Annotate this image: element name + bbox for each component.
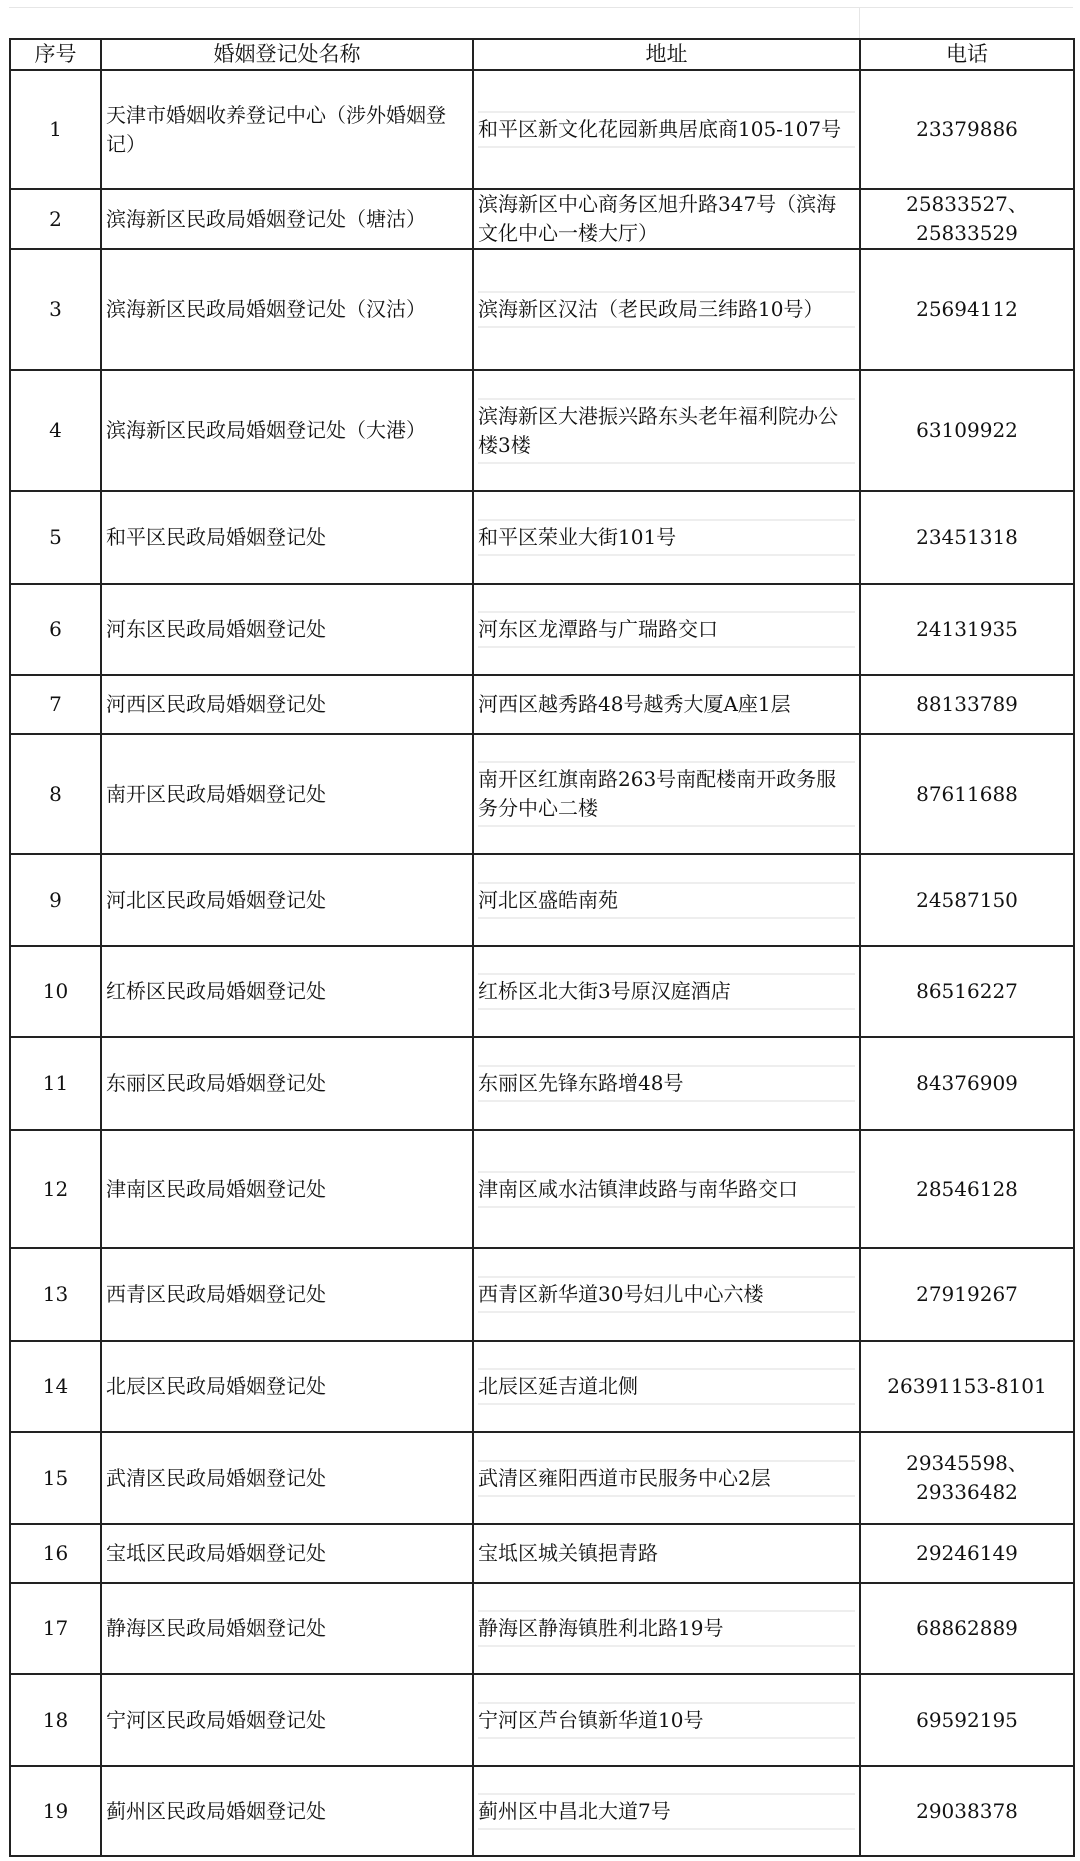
table-row [10, 1130, 1074, 1248]
phone-cell [860, 1130, 1074, 1248]
phone-cell [860, 1341, 1074, 1432]
row-index-cell [10, 675, 101, 734]
phone-cell [860, 1674, 1074, 1766]
address: 宝坻区城关镇挹青路 [478, 1541, 658, 1565]
table-row [10, 1432, 1074, 1524]
phone-cell [860, 1248, 1074, 1341]
office-name: 河东区民政局婚姻登记处 [106, 617, 326, 641]
row-index: 8 [49, 781, 62, 806]
row-index: 2 [49, 206, 62, 231]
phone: 88133789 [916, 692, 1018, 716]
office-name-cell [101, 1524, 473, 1583]
phone: 23451318 [916, 525, 1018, 549]
row-index: 14 [42, 1374, 69, 1398]
row-index-cell [10, 1674, 101, 1766]
phone: 27919267 [916, 1282, 1018, 1306]
phone: 24131935 [916, 617, 1018, 641]
row-index-cell [10, 370, 101, 491]
table-row [10, 491, 1074, 584]
row-index: 4 [49, 418, 62, 442]
office-name: 滨海新区民政局婚姻登记处（塘沽） [106, 206, 426, 231]
table-row [10, 1766, 1074, 1856]
table-row [10, 734, 1074, 854]
office-name-cell [101, 1341, 473, 1432]
office-name: 和平区民政局婚姻登记处 [106, 525, 326, 549]
table-row [10, 1524, 1074, 1583]
table-row [10, 1248, 1074, 1341]
address-cell [473, 1674, 860, 1766]
row-index: 15 [42, 1465, 69, 1490]
address-cell [473, 1341, 860, 1432]
phone: 68862889 [916, 1616, 1018, 1640]
address: 武清区雍阳西道市民服务中心2层 [478, 1460, 855, 1497]
row-index: 13 [42, 1282, 69, 1306]
address-cell [473, 1248, 860, 1341]
phone-cell [860, 1432, 1074, 1524]
office-name-cell [101, 70, 473, 189]
row-index-cell [10, 946, 101, 1037]
address-cell [473, 249, 860, 370]
row-index-cell [10, 1432, 101, 1524]
address: 河东区龙潭路与广瑞路交口 [478, 611, 855, 648]
phone: 86516227 [916, 979, 1018, 1003]
office-name-cell [101, 854, 473, 946]
address: 静海区静海镇胜利北路19号 [478, 1610, 855, 1647]
office-name-cell [101, 370, 473, 491]
phone: 29038378 [916, 1798, 1018, 1823]
address: 滨海新区汉沽（老民政局三纬路10号） [478, 291, 855, 328]
address: 蓟州区中昌北大道7号 [478, 1793, 855, 1830]
table-row [10, 249, 1074, 370]
row-index: 11 [42, 1071, 69, 1095]
row-index-cell [10, 854, 101, 946]
office-name-cell [101, 189, 473, 249]
phone: 26391153-8101 [887, 1374, 1047, 1398]
address-cell [473, 854, 860, 946]
office-name: 西青区民政局婚姻登记处 [106, 1282, 326, 1306]
row-index: 17 [42, 1616, 69, 1640]
address-cell [473, 734, 860, 854]
office-name-cell [101, 675, 473, 734]
address: 红桥区北大街3号原汉庭酒店 [478, 973, 855, 1010]
phone-cell [860, 1037, 1074, 1130]
address: 河北区盛皓南苑 [478, 882, 855, 919]
address-cell [473, 370, 860, 491]
row-index: 12 [42, 1176, 69, 1201]
address: 东丽区先锋东路增48号 [478, 1065, 855, 1102]
phone-cell [860, 249, 1074, 370]
office-name-cell [101, 1766, 473, 1856]
row-index-cell [10, 491, 101, 584]
table-row [10, 370, 1074, 491]
office-name: 静海区民政局婚姻登记处 [106, 1616, 326, 1640]
office-name-cell [101, 1248, 473, 1341]
address: 西青区新华道30号妇儿中心六楼 [478, 1276, 855, 1313]
phone-cell [860, 1524, 1074, 1583]
address: 和平区新文化花园新典居底商105-107号 [478, 111, 855, 148]
table-row [10, 946, 1074, 1037]
address-cell [473, 675, 860, 734]
address-cell [473, 584, 860, 675]
phone-cell [860, 1583, 1074, 1674]
office-name: 武清区民政局婚姻登记处 [106, 1465, 326, 1490]
row-index: 7 [49, 692, 62, 716]
phone-cell [860, 734, 1074, 854]
office-name-cell [101, 1432, 473, 1524]
row-index-cell [10, 1130, 101, 1248]
header-office-name: 婚姻登记处名称 [101, 39, 473, 70]
office-name-cell [101, 734, 473, 854]
row-index-cell [10, 1037, 101, 1130]
phone-cell [860, 675, 1074, 734]
table-row [10, 854, 1074, 946]
table-row [10, 1037, 1074, 1130]
address: 南开区红旗南路263号南配楼南开政务服务分中心二楼 [478, 761, 855, 827]
phone-cell [860, 1766, 1074, 1856]
phone-cell [860, 854, 1074, 946]
row-index-cell [10, 249, 101, 370]
phone: 29246149 [916, 1541, 1018, 1565]
address: 河西区越秀路48号越秀大厦A座1层 [478, 692, 791, 716]
address-cell [473, 1766, 860, 1856]
table-row [10, 70, 1074, 189]
office-name-cell [101, 1674, 473, 1766]
office-name: 宁河区民政局婚姻登记处 [106, 1707, 326, 1732]
address-cell [473, 1432, 860, 1524]
office-name-cell [101, 584, 473, 675]
office-name: 北辰区民政局婚姻登记处 [106, 1374, 326, 1398]
table-row [10, 1341, 1074, 1432]
table-row [10, 189, 1074, 249]
row-index-cell [10, 189, 101, 249]
phone: 87611688 [916, 781, 1018, 806]
phone-cell [860, 70, 1074, 189]
row-index: 10 [42, 979, 69, 1003]
phone: 25833527、25833529 [906, 192, 1028, 245]
office-name: 东丽区民政局婚姻登记处 [106, 1071, 326, 1095]
row-index-cell [10, 70, 101, 189]
office-name-cell [101, 946, 473, 1037]
address-cell [473, 70, 860, 189]
address: 宁河区芦台镇新华道10号 [478, 1702, 855, 1739]
office-name: 滨海新区民政局婚姻登记处（大港） [106, 418, 426, 442]
row-index: 16 [42, 1541, 69, 1565]
phone: 84376909 [916, 1071, 1018, 1095]
address: 北辰区延吉道北侧 [478, 1368, 855, 1405]
office-name: 河北区民政局婚姻登记处 [106, 887, 326, 912]
row-index: 5 [49, 525, 62, 549]
row-index-cell [10, 1341, 101, 1432]
header-index: 序号 [10, 39, 101, 70]
marriage-registry-table [9, 38, 1075, 1857]
office-name-cell [101, 1130, 473, 1248]
address: 津南区咸水沽镇津歧路与南华路交口 [478, 1171, 855, 1208]
office-name: 津南区民政局婚姻登记处 [106, 1176, 326, 1201]
address-cell [473, 491, 860, 584]
office-name: 滨海新区民政局婚姻登记处（汉沽） [106, 297, 426, 321]
address-cell [473, 189, 860, 249]
header-address: 地址 [473, 39, 860, 70]
row-index: 9 [49, 887, 62, 912]
phone: 25694112 [916, 297, 1018, 321]
row-index: 1 [49, 117, 62, 141]
phone: 24587150 [916, 887, 1018, 912]
row-index-cell [10, 584, 101, 675]
row-index: 18 [42, 1707, 69, 1732]
office-name-cell [101, 491, 473, 584]
office-name: 河西区民政局婚姻登记处 [106, 692, 326, 716]
address-cell [473, 1524, 860, 1583]
table-row [10, 1674, 1074, 1766]
row-index-cell [10, 1524, 101, 1583]
office-name-cell [101, 249, 473, 370]
address-cell [473, 1130, 860, 1248]
phone: 28546128 [916, 1176, 1018, 1201]
address: 滨海新区中心商务区旭升路347号（滨海文化中心一楼大厅） [478, 192, 837, 245]
address: 滨海新区大港振兴路东头老年福利院办公楼3楼 [478, 398, 855, 464]
table-row [10, 1583, 1074, 1674]
table-row [10, 584, 1074, 675]
address-cell [473, 946, 860, 1037]
row-index: 19 [42, 1798, 69, 1823]
table-row [10, 675, 1074, 734]
office-name: 蓟州区民政局婚姻登记处 [106, 1798, 326, 1823]
office-name: 南开区民政局婚姻登记处 [106, 781, 326, 806]
phone-cell [860, 491, 1074, 584]
empty-spreadsheet-row [9, 7, 1073, 39]
row-index: 6 [49, 617, 62, 641]
header-phone: 电话 [860, 39, 1074, 70]
phone: 29345598、29336482 [906, 1451, 1028, 1504]
row-index-cell [10, 1583, 101, 1674]
office-name-cell [101, 1583, 473, 1674]
office-name-cell [101, 1037, 473, 1130]
phone-cell [860, 584, 1074, 675]
phone-cell [860, 189, 1074, 249]
phone-cell [860, 946, 1074, 1037]
table-header-row [10, 39, 1074, 70]
office-name: 宝坻区民政局婚姻登记处 [106, 1541, 326, 1565]
row-index-cell [10, 734, 101, 854]
address-cell [473, 1583, 860, 1674]
phone: 63109922 [916, 418, 1018, 442]
office-name: 红桥区民政局婚姻登记处 [106, 979, 326, 1003]
address: 和平区荣业大街101号 [478, 519, 855, 556]
phone: 23379886 [916, 117, 1018, 141]
phone-cell [860, 370, 1074, 491]
phone: 69592195 [916, 1707, 1018, 1732]
row-index-cell [10, 1766, 101, 1856]
address-cell [473, 1037, 860, 1130]
row-index-cell [10, 1248, 101, 1341]
row-index: 3 [49, 297, 62, 321]
office-name: 天津市婚姻收养登记中心（涉外婚姻登记） [106, 102, 446, 156]
